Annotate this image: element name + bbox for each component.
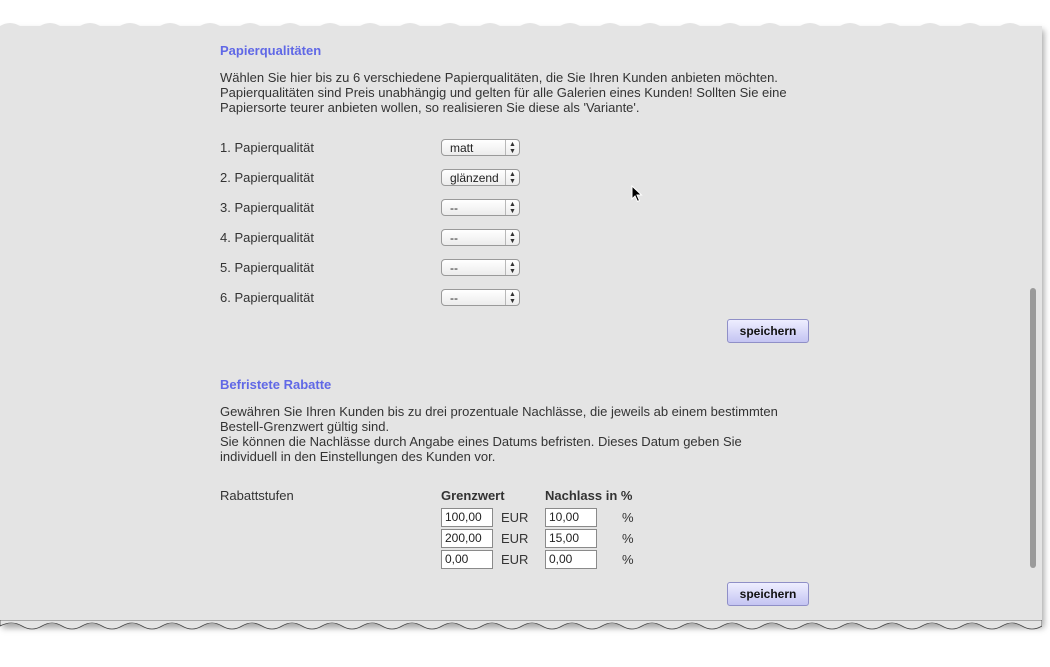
- grenzwert-column-header: Grenzwert: [441, 488, 505, 503]
- papierqualitaet-select-5[interactable]: [441, 259, 520, 276]
- papierqualitaet-label-6: 6. Papierqualität: [220, 290, 314, 305]
- up-down-arrows-icon: ▲ ▼: [505, 290, 519, 305]
- section-description: [220, 404, 820, 464]
- select-value: --: [450, 231, 458, 245]
- mouse-pointer-icon: [631, 185, 643, 203]
- rabattstufen-label: Rabattstufen: [220, 488, 294, 503]
- up-down-arrows-icon: ▲ ▼: [505, 140, 519, 155]
- papierqualitaet-label-4: 4. Papierqualität: [220, 230, 314, 245]
- grenzwert-input-2[interactable]: 200,00: [441, 529, 493, 548]
- papierqualitaet-label-5: 5. Papierqualität: [220, 260, 314, 275]
- description-line: Bestell-Grenzwert gültig sind.: [220, 419, 390, 434]
- nachlass-input-1[interactable]: 10,00: [545, 508, 597, 527]
- description-line: Sie können die Nachlässe durch Angabe eines Datums befristen. Dieses Datum geben Sie: [220, 434, 742, 449]
- up-down-arrows-icon: ▲ ▼: [505, 200, 519, 215]
- nachlass-input-3[interactable]: 0,00: [545, 550, 597, 569]
- nachlass-input-2[interactable]: 15,00: [545, 529, 597, 548]
- description-line: individuell in den Einstellungen des Kunden vor.: [220, 449, 496, 464]
- select-value: --: [450, 261, 458, 275]
- select-value: matt: [450, 141, 474, 155]
- up-down-arrows-icon: ▲ ▼: [505, 260, 519, 275]
- grenzwert-input-1[interactable]: 100,00: [441, 508, 493, 527]
- description-line: Papiersorte teurer anbieten wollen, so realisieren Sie diese als 'Variante'.: [220, 100, 640, 115]
- papierqualitaet-label-1: 1. Papierqualität: [220, 140, 314, 155]
- up-down-arrows-icon: ▲ ▼: [505, 230, 519, 245]
- section-title-papierqualitaeten: Papierqualitäten: [220, 43, 322, 58]
- torn-edge-top: [0, 20, 1042, 34]
- select-value: --: [450, 291, 458, 305]
- currency-label: EUR: [501, 510, 529, 525]
- papierqualitaet-select-6[interactable]: [441, 289, 520, 306]
- nachlass-column-header: Nachlass in %: [545, 488, 633, 503]
- papierqualitaet-label-3: 3. Papierqualität: [220, 200, 314, 215]
- currency-label: EUR: [501, 531, 529, 546]
- select-value: --: [450, 201, 458, 215]
- papierqualitaet-select-4[interactable]: [441, 229, 520, 246]
- percent-label: %: [622, 510, 634, 525]
- torn-edge-bottom: [0, 620, 1042, 634]
- papierqualitaet-label-2: 2. Papierqualität: [220, 170, 314, 185]
- papierqualitaet-select-1[interactable]: [441, 139, 520, 156]
- select-value: glänzend: [450, 171, 499, 185]
- save-papierqualitaeten-button[interactable]: speichern: [727, 319, 809, 343]
- currency-label: EUR: [501, 552, 529, 567]
- up-down-arrows-icon: ▲ ▼: [505, 170, 519, 185]
- papierqualitaet-select-3[interactable]: [441, 199, 520, 216]
- grenzwert-input-3[interactable]: 0,00: [441, 550, 493, 569]
- percent-label: %: [622, 531, 634, 546]
- percent-label: %: [622, 552, 634, 567]
- description-line: Papierqualitäten sind Preis unabhängig und gelten für alle Galerien eines Kunden! Sollten Sie eine: [220, 85, 787, 100]
- description-line: Wählen Sie hier bis zu 6 verschiedene Papierqualitäten, die Sie Ihren Kunden anbieten möchten.: [220, 70, 778, 85]
- scrollbar-thumb[interactable]: [1030, 288, 1036, 568]
- section-description: [220, 70, 820, 115]
- section-title-befristete-rabatte: Befristete Rabatte: [220, 377, 332, 392]
- save-rabatte-button[interactable]: speichern: [727, 582, 809, 606]
- papierqualitaet-select-2[interactable]: [441, 169, 520, 186]
- description-line: Gewähren Sie Ihren Kunden bis zu drei prozentuale Nachlässe, die jeweils ab einem bestimmten: [220, 404, 778, 419]
